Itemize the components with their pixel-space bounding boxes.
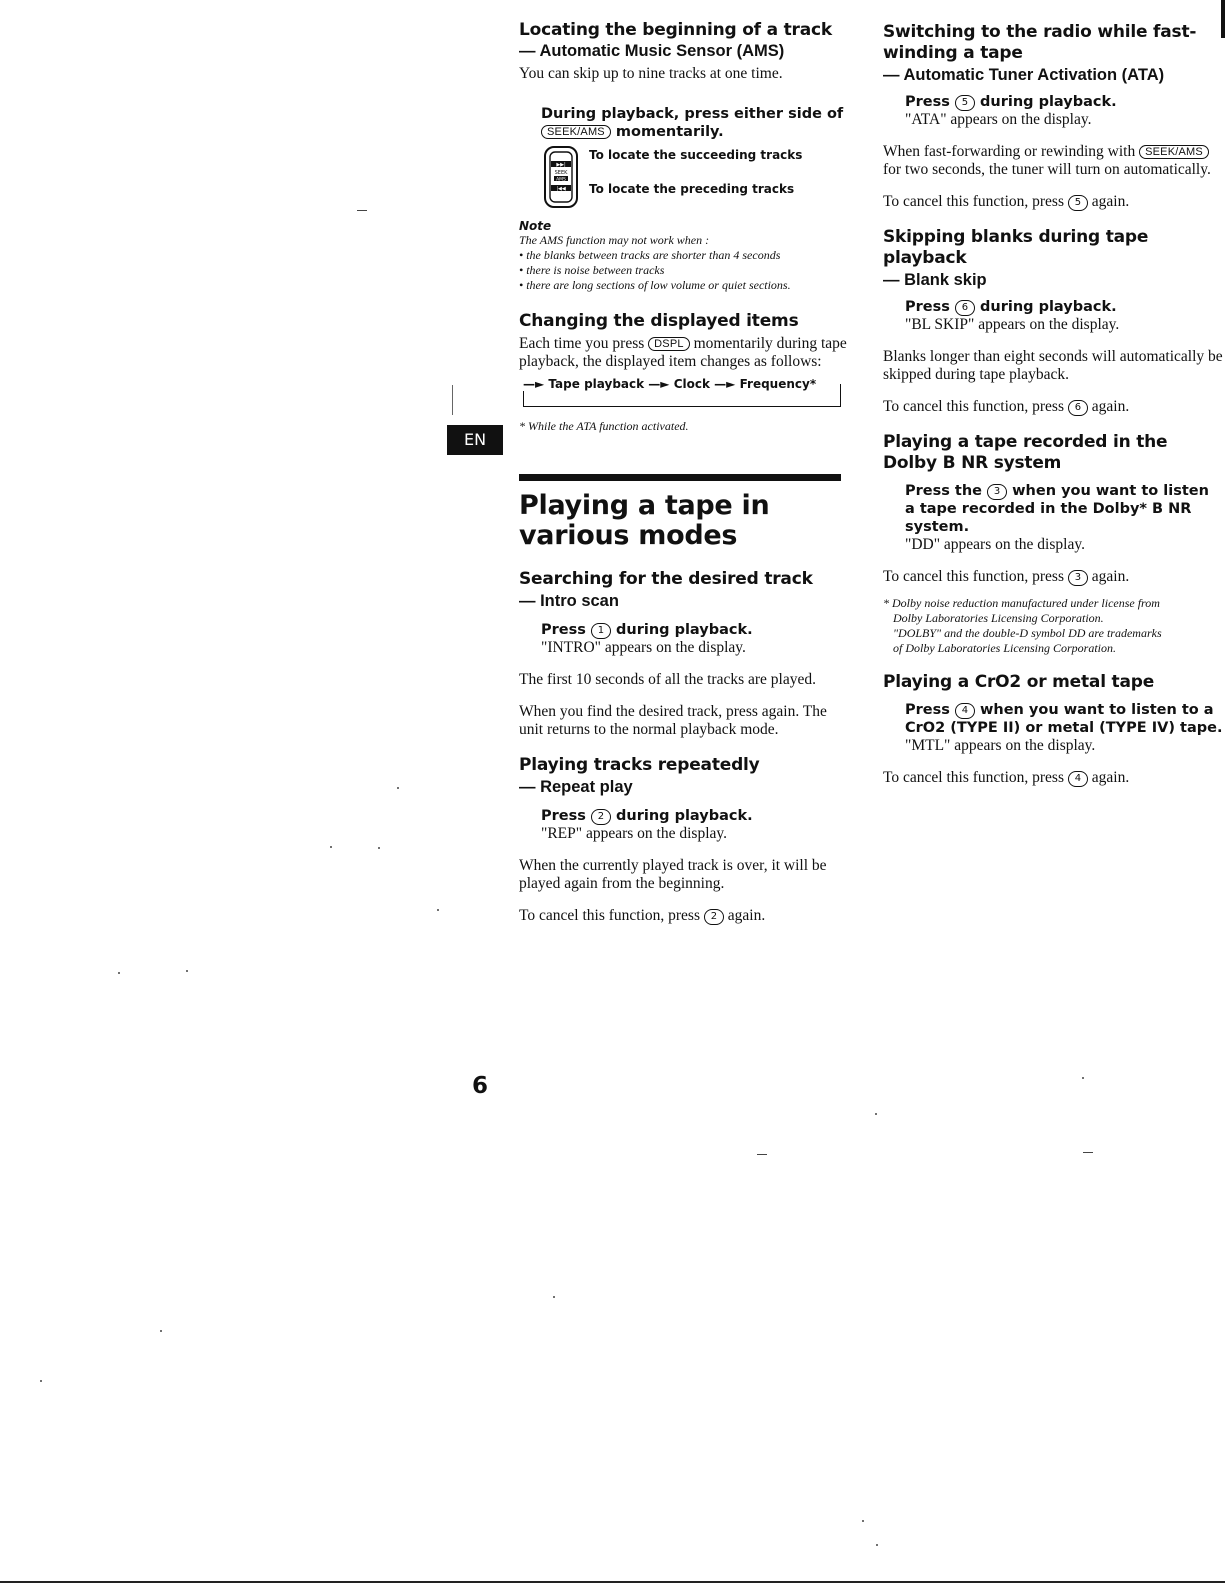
- dolby-cancel: [883, 568, 1223, 586]
- scan-speck: [1083, 1152, 1093, 1153]
- seek-ams-key: SEEK/AMS: [1139, 145, 1209, 159]
- next-track-label: To locate the succeeding tracks: [589, 148, 803, 162]
- ata-text-a: When fast-forwarding or rewinding with: [883, 143, 1136, 160]
- scan-speck: [186, 970, 188, 972]
- metal-instr-b: when you want to listen to a CrO2 (TYPE II) or metal (TYPE IV) tape.: [905, 702, 1223, 736]
- ams-heading: Locating the beginning of a track: [519, 20, 832, 40]
- flow-item-frequency: Frequency*: [739, 377, 817, 391]
- cancel-text: To cancel this function, press: [883, 193, 1064, 210]
- display-text-b: momentarily during tape playback, the displayed item changes as follows:: [519, 335, 847, 370]
- repeat-display: "REP" appears on the display.: [541, 825, 727, 842]
- prev-track-label: To locate the preceding tracks: [589, 182, 795, 196]
- cancel-again: again.: [1091, 769, 1130, 786]
- left-column: [519, 20, 849, 925]
- dolby-footnote: Dolby Laboratories Licensing Corporation.: [893, 611, 1104, 625]
- button-5-icon: 5: [955, 95, 975, 111]
- dolby-footnote: * Dolby noise reduction manufactured under license from: [883, 596, 1160, 610]
- display-footnote: * While the ATA function activated.: [519, 419, 689, 433]
- button-4-icon: 4: [955, 703, 975, 719]
- ams-instruction: [541, 105, 849, 141]
- intro-scan-p2: When you find the desired track, press again. The unit returns to the normal playback mode.: [519, 703, 827, 738]
- ams-intro: You can skip up to nine tracks at one time.: [519, 65, 783, 82]
- scan-speck: [875, 1113, 877, 1115]
- repeat-p1: When the currently played track is over, it will be played again from the beginning.: [519, 857, 827, 892]
- blank-skip-cancel: [883, 398, 1223, 416]
- ata-text-b: for two seconds, the tuner will turn on automatically.: [883, 161, 1211, 178]
- cancel-again: again.: [1091, 193, 1130, 210]
- note-heading: Note: [519, 219, 552, 233]
- ata-display: "ATA" appears on the display.: [905, 111, 1092, 128]
- intro-scan-p1: The first 10 seconds of all the tracks are played.: [519, 671, 816, 688]
- display-heading: Changing the displayed items: [519, 311, 799, 331]
- right-column: [883, 22, 1223, 787]
- svg-text:SEEK: SEEK: [554, 170, 568, 176]
- press-label: Press: [541, 808, 586, 824]
- svg-text:|◀◀: |◀◀: [556, 186, 566, 192]
- ams-subheading: — Automatic Music Sensor (AMS): [519, 42, 785, 60]
- note-intro: The AMS function may not work when :: [519, 233, 710, 247]
- scan-speck: [330, 846, 332, 848]
- scan-speck: [757, 1154, 767, 1155]
- margin-mark: [452, 385, 453, 415]
- metal-cancel: [883, 769, 1223, 787]
- during-label: during playback.: [616, 622, 753, 638]
- button-3-icon: 3: [987, 484, 1007, 500]
- language-tab: EN: [447, 425, 503, 455]
- button-4-icon: 4: [1068, 771, 1088, 787]
- scan-speck: [553, 1296, 555, 1298]
- flow-item-clock: Clock: [673, 377, 710, 391]
- press-label: Press: [541, 622, 586, 638]
- intro-scan-display: "INTRO" appears on the display.: [541, 639, 746, 656]
- ata-heading: Switching to the radio while fast-winding a tape: [883, 22, 1197, 63]
- dolby-footnote: "DOLBY" and the double-D symbol DD are trademarks: [893, 626, 1162, 640]
- ata-instruction: [905, 93, 1223, 111]
- scan-speck: [1082, 1077, 1084, 1079]
- metal-heading: Playing a CrO2 or metal tape: [883, 672, 1155, 692]
- dolby-instruction: [905, 482, 1223, 536]
- ams-instruction-text: During playback, press either side of: [541, 106, 844, 122]
- blank-skip-text: Blanks longer than eight seconds will automatically be skipped during tape playback.: [883, 348, 1223, 383]
- cancel-text: To cancel this function, press: [519, 907, 700, 924]
- repeat-instruction: [541, 807, 849, 825]
- press-label: Press: [905, 299, 950, 315]
- note-item: • there are long sections of low volume or quiet sections.: [519, 278, 791, 292]
- svg-text:▶▶|: ▶▶|: [556, 162, 566, 168]
- dolby-display: "DD" appears on the display.: [905, 536, 1085, 553]
- edge-mark: [1221, 0, 1225, 38]
- dspl-key: DSPL: [648, 337, 690, 351]
- dolby-instr-a: Press the: [905, 483, 983, 499]
- during-label: during playback.: [980, 299, 1117, 315]
- blank-skip-heading: Skipping blanks during tape playback: [883, 227, 1149, 268]
- cancel-text: To cancel this function, press: [883, 769, 1064, 786]
- display-text: [519, 335, 849, 371]
- intro-scan-subheading: — Intro scan: [519, 592, 619, 610]
- scan-speck: [40, 1380, 42, 1382]
- cancel-text: To cancel this function, press: [883, 568, 1064, 585]
- ams-instruction-tail: momentarily.: [615, 124, 724, 140]
- scan-speck: [397, 787, 399, 789]
- section-divider: [519, 474, 841, 481]
- flow-arrow: —►: [523, 377, 545, 391]
- during-label: during playback.: [980, 94, 1117, 110]
- intro-scan-instruction: [541, 621, 849, 639]
- modes-title: Playing a tape in various modes: [519, 490, 770, 551]
- cancel-text: To cancel this function, press: [883, 398, 1064, 415]
- display-cycle-flow: [523, 377, 841, 415]
- scan-speck: [118, 972, 120, 974]
- metal-instruction: [905, 701, 1223, 737]
- button-6-icon: 6: [1068, 400, 1088, 416]
- intro-scan-heading: Searching for the desired track: [519, 569, 813, 589]
- scan-speck: [160, 1330, 162, 1332]
- button-6-icon: 6: [955, 300, 975, 316]
- seek-ams-key: SEEK/AMS: [541, 125, 611, 139]
- scan-speck: [437, 909, 439, 911]
- during-label: during playback.: [616, 808, 753, 824]
- flow-item-tape: Tape playback: [548, 377, 645, 391]
- dolby-heading: Playing a tape recorded in the Dolby B NR system: [883, 432, 1168, 473]
- scan-speck: [876, 1544, 878, 1546]
- page-number: 6: [472, 1073, 489, 1099]
- button-2-icon: 2: [704, 909, 724, 925]
- note-item: • the blanks between tracks are shorter than 4 seconds: [519, 248, 781, 262]
- scan-speck: [357, 210, 367, 211]
- cancel-again: again.: [1091, 568, 1130, 585]
- seek-ams-diagram: [543, 145, 849, 213]
- ata-subheading: — Automatic Tuner Activation (ATA): [883, 66, 1165, 84]
- dolby-footnote: of Dolby Laboratories Licensing Corporation.: [893, 641, 1117, 655]
- blank-skip-subheading: — Blank skip: [883, 271, 987, 289]
- dolby-instr-b: when you want to listen a tape recorded in the Dolby* B NR system.: [905, 483, 1209, 535]
- cancel-again: again.: [727, 907, 766, 924]
- ata-text: [883, 143, 1223, 179]
- metal-instr-a: Press: [905, 702, 950, 718]
- repeat-heading: Playing tracks repeatedly: [519, 755, 760, 775]
- metal-display: "MTL" appears on the display.: [905, 737, 1096, 754]
- blank-skip-display: "BL SKIP" appears on the display.: [905, 316, 1120, 333]
- press-label: Press: [905, 94, 950, 110]
- repeat-cancel: [519, 907, 849, 925]
- svg-text:AMS: AMS: [556, 177, 566, 183]
- note-item: • there is noise between tracks: [519, 263, 665, 277]
- cancel-again: again.: [1091, 398, 1130, 415]
- ata-cancel: [883, 193, 1223, 211]
- scan-speck: [378, 847, 380, 849]
- scan-speck: [862, 1520, 864, 1522]
- seek-ams-button-icon: [543, 145, 579, 209]
- button-1-icon: 1: [591, 623, 611, 639]
- blank-skip-instruction: [905, 298, 1223, 316]
- button-2-icon: 2: [591, 809, 611, 825]
- flow-arrow: —►: [648, 377, 670, 391]
- repeat-subheading: — Repeat play: [519, 778, 633, 796]
- flow-arrow: —►: [714, 377, 736, 391]
- button-3-icon: 3: [1068, 570, 1088, 586]
- button-5-icon: 5: [1068, 195, 1088, 211]
- display-text-a: Each time you press: [519, 335, 645, 352]
